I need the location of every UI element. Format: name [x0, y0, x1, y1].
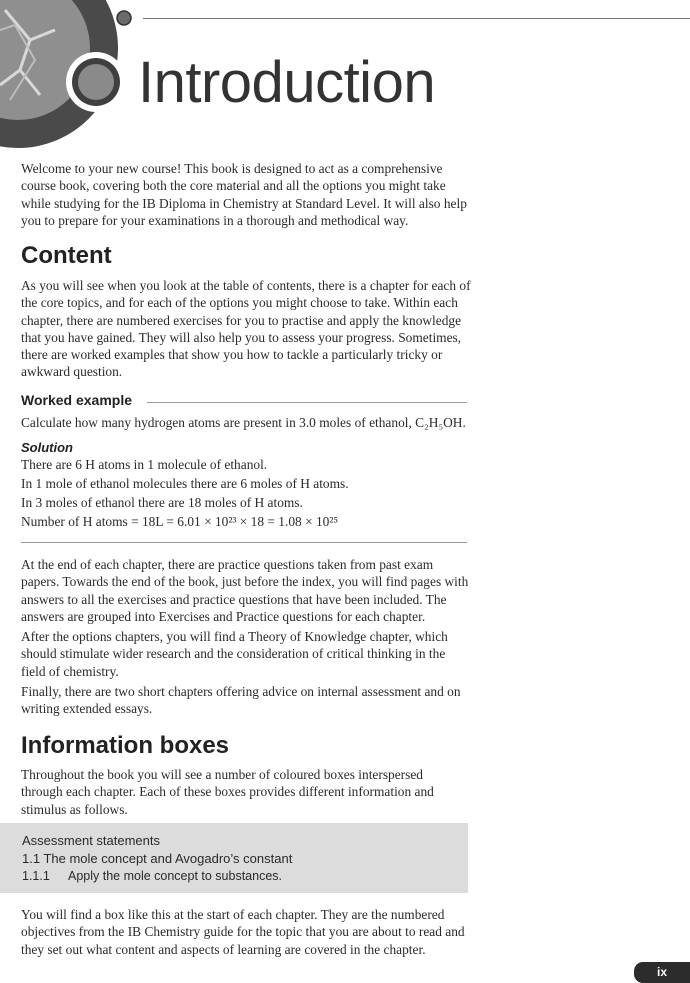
- closing-paragraph: You will find a box like this at the start of each chapter. They are the numbered objectives from the IB Chemistry guide for the topic that you are about to read and they set out what content and aspects of learning are covered in the chapter.: [21, 907, 465, 957]
- info-boxes-paragraph: Throughout the book you will see a number of coloured boxes interspersed through each chapter. Each of these boxes provides different information and stimulus as follows.: [21, 767, 434, 817]
- worked-example-rule: [147, 402, 467, 403]
- solution-line: In 1 mole of ethanol molecules there are 6 moles of H atoms.: [21, 476, 349, 491]
- assessment-item-text: Apply the mole concept to substances.: [68, 869, 283, 883]
- tok-paragraph: After the options chapters, you will find a Theory of Knowledge chapter, which should stimulate wider research and the consideration of critical thinking in the field of chemistry.: [21, 629, 448, 679]
- chapter-artwork: [0, 0, 140, 150]
- final-chapters-paragraph: Finally, there are two short chapters offering advice on internal assessment and on writing extended essays.: [21, 684, 461, 717]
- assessment-item-number: 1.1.1: [22, 869, 50, 883]
- worked-example-heading: Worked example: [21, 392, 133, 408]
- page-number: ix: [634, 962, 690, 983]
- worked-example-question: Calculate how many hydrogen atoms are present in 3.0 moles of ethanol, C₂H₅OH.: [21, 415, 466, 430]
- solution-line: Number of H atoms = 18L = 6.01 × 10²³ × 18 = 1.08 × 10²⁵: [21, 514, 339, 529]
- assessment-box-title: Assessment statements: [22, 833, 160, 848]
- solution-line: There are 6 H atoms in 1 molecule of ethanol.: [21, 457, 268, 472]
- info-boxes-heading: Information boxes: [21, 732, 230, 759]
- assessment-statements-box: [0, 823, 468, 893]
- worked-example-end-rule: [21, 542, 467, 543]
- content-heading: Content: [21, 242, 112, 269]
- assessment-box-subtitle: 1.1 The mole concept and Avogadro’s constant: [22, 851, 293, 866]
- content-paragraph: As you will see when you look at the table of contents, there is a chapter for each of the core topics, and for each of the options you might choose to take. Within each chapter, there are numbered exercises for you to practise and apply the knowledge that you have gained. They will also help you to assess your progress. Sometimes, there are worked examples that show you how to tackle a particularly tricky or awkward question.: [21, 278, 471, 380]
- solution-label: Solution: [21, 440, 73, 455]
- solution-line: In 3 moles of ethanol there are 18 moles of H atoms.: [21, 495, 303, 510]
- intro-paragraph: Welcome to your new course! This book is designed to act as a comprehensive course book, covering both the core material and all the options you might take while studying for the IB Diploma in Chemistry at Standard Level. It will also help you to prepare for your examinations in a thorough and methodical way.: [21, 161, 467, 228]
- page-title: Introduction: [138, 50, 436, 115]
- practice-paragraph: At the end of each chapter, there are practice questions taken from past exam papers. Towards the end of the book, just before the index, you will find pages with answers to all the exercises and practice questions that have been included. The answers are grouped into Exercises and Practice questions for each chapter.: [21, 557, 469, 624]
- header-rule: [143, 18, 690, 19]
